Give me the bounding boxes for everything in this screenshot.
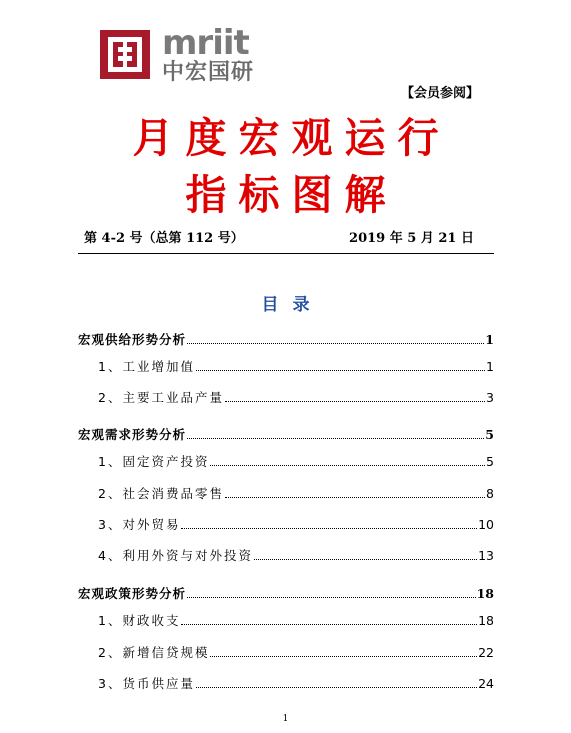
- toc-leader: [181, 624, 477, 625]
- toc-entry-page: 1: [486, 359, 494, 374]
- toc-leader: [225, 497, 485, 498]
- toc-leader: [254, 559, 477, 560]
- toc-entry-page: 5: [485, 427, 494, 442]
- toc-entry[interactable]: [98, 643, 494, 661]
- toc-entry[interactable]: [78, 330, 494, 348]
- mriit-logo: [96, 25, 256, 87]
- toc-leader: [196, 687, 477, 688]
- toc-entry-label: 3、对外贸易: [98, 517, 181, 532]
- toc-title: 目录: [261, 295, 324, 315]
- logo-chinese-text: 中宏国研: [162, 60, 255, 85]
- header-divider: [78, 253, 494, 254]
- toc-leader: [225, 401, 485, 402]
- toc-entry-label: 宏观供给形势分析: [78, 332, 187, 347]
- page-number: 1: [282, 714, 289, 724]
- toc-entry[interactable]: [98, 674, 494, 692]
- toc-entry-label: 1、工业增加值: [98, 359, 195, 374]
- toc-entry-label: 2、主要工业品产量: [98, 390, 224, 405]
- toc-entry-label: 2、社会消费品零售: [98, 486, 224, 501]
- toc-entry[interactable]: [78, 425, 494, 443]
- toc-entry[interactable]: [98, 452, 494, 470]
- toc-entry[interactable]: [98, 515, 494, 533]
- toc-entry[interactable]: [98, 484, 494, 502]
- toc-entry-label: 4、利用外资与对外投资: [98, 548, 253, 563]
- toc-entry-page: 22: [478, 645, 494, 660]
- logo-mark-icon: [96, 25, 154, 83]
- toc-entry-label: 3、货币供应量: [98, 676, 195, 691]
- toc-entry-label: 2、新增信贷规模: [98, 645, 210, 660]
- toc-entry-page: 13: [478, 548, 494, 563]
- toc-entry-page: 5: [486, 454, 494, 469]
- issue-date: 2019 年 5 月 21 日: [349, 231, 474, 246]
- toc-entry[interactable]: [78, 584, 494, 602]
- toc-leader: [196, 370, 485, 371]
- member-tag: 【会员参阅】: [400, 86, 479, 101]
- toc-entry[interactable]: [98, 546, 494, 564]
- toc-leader: [187, 343, 484, 344]
- toc-entry-label: 宏观政策形势分析: [78, 586, 187, 601]
- toc-entry-page: 24: [478, 676, 494, 691]
- title-line-1: 月度宏观运行: [132, 114, 451, 162]
- toc-entry-label: 1、固定资产投资: [98, 454, 210, 469]
- toc-entry-page: 8: [486, 486, 494, 501]
- toc-entry[interactable]: [98, 611, 494, 629]
- toc-entry[interactable]: [98, 357, 494, 375]
- toc-leader: [187, 597, 476, 598]
- toc-entry-page: 10: [478, 517, 494, 532]
- toc-leader: [210, 656, 477, 657]
- toc-entry-label: 宏观需求形势分析: [78, 427, 187, 442]
- toc-entry-page: 18: [478, 613, 494, 628]
- toc-entry-page: 18: [476, 586, 494, 601]
- logo-english-text: mriit: [162, 23, 249, 63]
- toc-entry-page: 3: [486, 390, 494, 405]
- toc-entry[interactable]: [98, 388, 494, 406]
- title-line-2: 指标图解: [185, 171, 398, 219]
- toc-leader: [187, 438, 484, 439]
- toc-entry-label: 1、财政收支: [98, 613, 181, 628]
- issue-number: 第 4-2 号（总第 112 号）: [84, 231, 244, 246]
- toc-leader: [181, 528, 477, 529]
- toc-entry-page: 1: [485, 332, 494, 347]
- toc-leader: [210, 465, 485, 466]
